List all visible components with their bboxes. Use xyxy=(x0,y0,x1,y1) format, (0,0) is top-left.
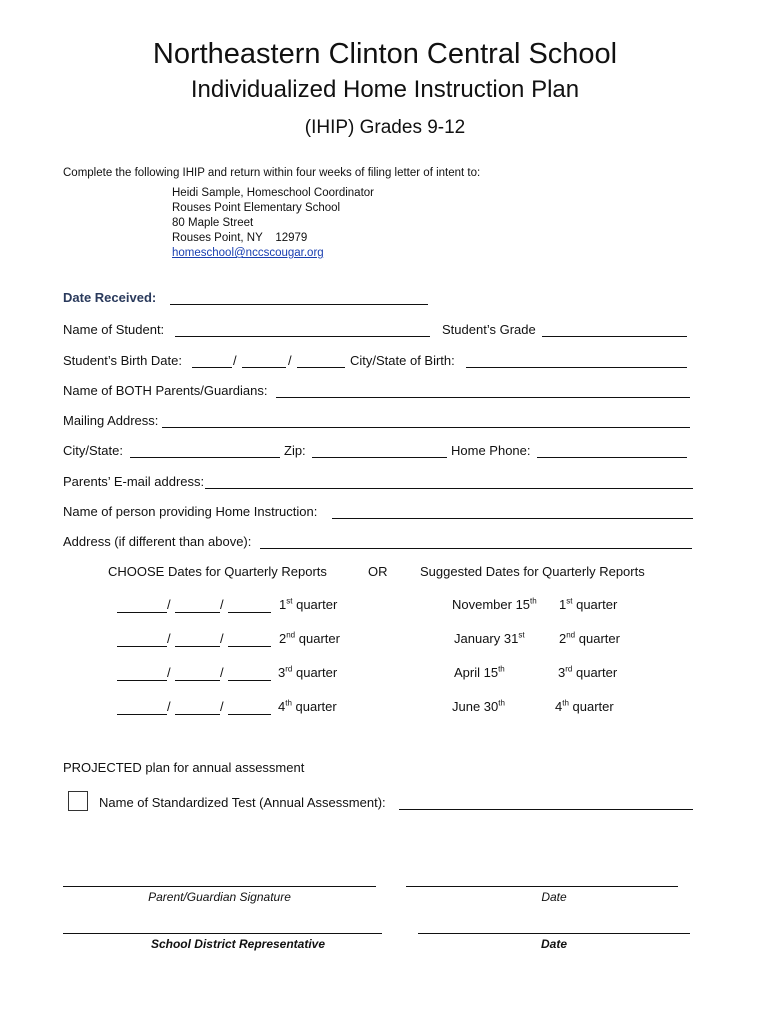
district-signature-label: School District Representative xyxy=(150,937,326,951)
parent-date-label: Date xyxy=(541,890,567,904)
q4-month-field[interactable] xyxy=(117,714,167,715)
student-grade-field[interactable] xyxy=(542,336,687,337)
date-received-label: Date Received: xyxy=(63,290,157,305)
slash-separator: / xyxy=(220,665,224,680)
school-title: Northeastern Clinton Central School xyxy=(152,38,618,70)
choose-dates-heading: CHOOSE Dates for Quarterly Reports xyxy=(108,564,327,579)
birth-place-field[interactable] xyxy=(466,367,687,368)
q2-year-field[interactable] xyxy=(228,646,271,647)
q3-year-field[interactable] xyxy=(228,680,271,681)
birth-year-field[interactable] xyxy=(297,367,345,368)
suggested-quarter-label: 4th quarter xyxy=(555,698,614,714)
slash-separator: / xyxy=(288,353,292,368)
city-state-field[interactable] xyxy=(130,457,280,458)
suggested-quarter-label: 1st quarter xyxy=(559,596,618,612)
standardized-test-field[interactable] xyxy=(399,809,693,810)
mailing-field[interactable] xyxy=(162,427,690,428)
standardized-test-label: Name of Standardized Test (Annual Assessment): xyxy=(99,795,386,810)
alt-address-label: Address (if different than above): xyxy=(63,534,252,549)
slash-separator: / xyxy=(167,699,171,714)
district-date-label: Date xyxy=(540,937,567,951)
alt-address-field[interactable] xyxy=(260,548,692,549)
suggested-date: January 31st xyxy=(454,630,525,646)
district-signature-field[interactable] xyxy=(63,933,382,934)
q2-day-field[interactable] xyxy=(175,646,220,647)
or-text: OR xyxy=(368,564,388,579)
home-phone-field[interactable] xyxy=(537,457,687,458)
address-line-1: Heidi Sample, Homeschool Coordinator xyxy=(172,187,374,199)
address-line-3: 80 Maple Street xyxy=(172,217,254,229)
zip-label: Zip: xyxy=(284,443,306,458)
student-name-label: Name of Student: xyxy=(63,322,165,337)
birth-date-label: Student’s Birth Date: xyxy=(63,353,182,368)
q1-day-field[interactable] xyxy=(175,612,220,613)
parents-field[interactable] xyxy=(276,397,690,398)
birth-month-field[interactable] xyxy=(192,367,232,368)
parent-date-field[interactable] xyxy=(406,886,678,887)
plan-title: Individualized Home Instruction Plan xyxy=(190,76,580,103)
q3-month-field[interactable] xyxy=(117,680,167,681)
address-line-4: Rouses Point, NY 12979 xyxy=(172,232,308,244)
quarter-label: 4th quarter xyxy=(278,698,337,714)
q1-year-field[interactable] xyxy=(228,612,271,613)
instructions: Complete the following IHIP and return within four weeks of filing letter of intent to: xyxy=(63,167,481,179)
slash-separator: / xyxy=(167,597,171,612)
coordinator-email-link[interactable]: homeschool@nccscougar.org xyxy=(172,247,324,259)
parent-signature-label: Parent/Guardian Signature xyxy=(148,890,291,904)
slash-separator: / xyxy=(220,631,224,646)
date-received-field[interactable] xyxy=(170,304,428,305)
projected-plan-heading: PROJECTED plan for annual assessment xyxy=(63,760,305,775)
q3-day-field[interactable] xyxy=(175,680,220,681)
instructor-label: Name of person providing Home Instruction: xyxy=(63,504,318,519)
grades-title: (IHIP) Grades 9-12 xyxy=(304,117,466,138)
slash-separator: / xyxy=(220,699,224,714)
q1-month-field[interactable] xyxy=(117,612,167,613)
parent-signature-field[interactable] xyxy=(63,886,376,887)
suggested-date: June 30th xyxy=(452,698,505,714)
q4-day-field[interactable] xyxy=(175,714,220,715)
quarter-label: 1st quarter xyxy=(279,596,338,612)
q4-year-field[interactable] xyxy=(228,714,271,715)
suggested-quarter-label: 3rd quarter xyxy=(558,664,618,680)
suggested-date: November 15th xyxy=(452,596,537,612)
slash-separator: / xyxy=(233,353,237,368)
zip-field[interactable] xyxy=(312,457,447,458)
student-grade-label: Student’s Grade xyxy=(442,322,536,337)
email-field[interactable] xyxy=(205,488,693,489)
city-state-label: City/State: xyxy=(63,443,123,458)
slash-separator: / xyxy=(167,631,171,646)
birth-place-label: City/State of Birth: xyxy=(350,353,455,368)
standardized-test-checkbox[interactable] xyxy=(68,791,88,811)
district-date-field[interactable] xyxy=(418,933,690,934)
address-line-2: Rouses Point Elementary School xyxy=(172,202,341,214)
birth-day-field[interactable] xyxy=(242,367,286,368)
student-name-field[interactable] xyxy=(175,336,430,337)
instructor-field[interactable] xyxy=(332,518,693,519)
suggested-date: April 15th xyxy=(454,664,505,680)
slash-separator: / xyxy=(167,665,171,680)
suggested-quarter-label: 2nd quarter xyxy=(559,630,620,646)
email-label: Parents’ E-mail address: xyxy=(63,474,205,489)
mailing-label: Mailing Address: xyxy=(63,413,159,428)
suggested-dates-heading: Suggested Dates for Quarterly Reports xyxy=(420,564,645,579)
quarter-label: 2nd quarter xyxy=(279,630,340,646)
quarter-label: 3rd quarter xyxy=(278,664,338,680)
home-phone-label: Home Phone: xyxy=(451,443,531,458)
parents-label: Name of BOTH Parents/Guardians: xyxy=(63,383,268,398)
slash-separator: / xyxy=(220,597,224,612)
q2-month-field[interactable] xyxy=(117,646,167,647)
